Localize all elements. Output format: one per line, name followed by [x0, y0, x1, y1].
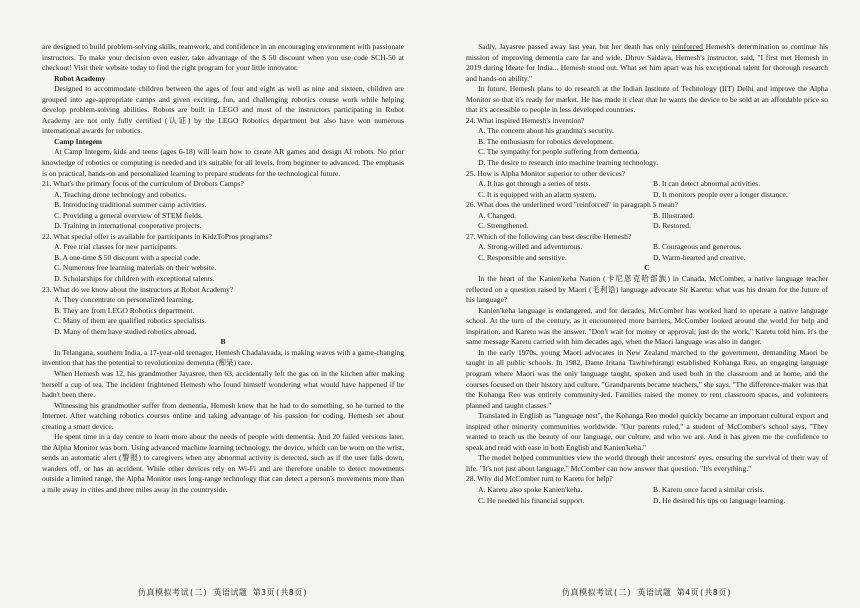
right-column — [466, 42, 828, 506]
option-26a: A. Changed. — [478, 210, 517, 220]
option-27a: A. Strong-willed and adventurous. — [478, 242, 583, 252]
option-21d: D. Training in international cooperative projects. — [54, 221, 202, 231]
options-25-row-2 — [478, 190, 828, 201]
question-25: 25. How is Alpha Monitor superior to other devices? — [466, 168, 626, 178]
option-24b: B. The enthusiasm for robotics development. — [478, 136, 614, 146]
question-28: 28. Why did McComber turn to Karetu for help? — [466, 474, 613, 484]
paragraph-5-start: Sadly, Jayasree passed away last year, but her death has only — [478, 42, 672, 51]
option-27d: D. Warm-hearted and creative. — [653, 252, 746, 262]
paragraph-robot-academy: Designed to accommodate children between the ages of four and eight as well as nine and sixteen, children are grouped into age-appropriate camps and given exciting, fun, and challenging robotics course work while helping develop problem-solving abilities. Robots are built in LEGO and most of the instructors participating in Robot Academy are not only fully certified (认证) by the LEGO Robotics department but also have won numerous international awards for robotics. — [42, 84, 404, 136]
question-24: 24. What inspired Hemesh's invention? — [466, 115, 585, 125]
option-25b: B. It can detect abnormal activities. — [653, 179, 761, 189]
passage-b-paragraph-5 — [466, 42, 828, 84]
option-22a: A. Free trial classes for new participants. — [54, 242, 178, 252]
passage-a-ending: are designed to build problem-solving skills, teamwork, and confidence in an encouraging environment with passionate instructors. To make your decision even easier, take advantage of the $ 50 discount when you use code SCH-50 at checkout! Visit their website today to find the right program for your little innovator. — [42, 42, 404, 73]
option-27c: C. Responsible and sensitive. — [478, 252, 567, 262]
paragraph-camp-integem: At Camp Integem, kids and teens (ages 6-18) will learn how to create AR games and design AI robots. No prior knowledge of robotics or computing is needed and it's suitable for all levels, from beginner to advanced. The emphasis is on practical, hands-on and personalized learning to prepare students for the technological future. — [42, 147, 404, 178]
passage-b-paragraph-3: Witnessing his grandmother suffer from dementia, Hemesh knew that he had to do something, so he turned to the Internet. After watching robotics courses online and taking advantage of his passion for coding, Hemesh set about creating a smart device. — [42, 400, 404, 431]
options-27-row-1 — [478, 242, 828, 253]
option-26c: C. Strengthened. — [478, 221, 529, 231]
option-22b: B. A one-time $ 50 discount with a special code. — [54, 252, 201, 262]
option-22c: C. Numerous free learning materials on their website. — [54, 263, 217, 273]
option-23c: C. Many of them are qualified robotics specialists. — [54, 316, 207, 326]
underlined-word-reinforced: reinforced — [671, 42, 703, 51]
left-column — [42, 42, 404, 496]
options-28-row-2 — [478, 496, 828, 507]
options-28-row-1 — [478, 485, 828, 496]
page-footer-left: 仿真模拟考试(二) 英语试题 第3页(共8页) — [137, 588, 309, 597]
passage-c-paragraph-1: In the heart of the Kanien'keha Nation (卡尼恩克哈部族) in Canada, McComber, a native language teacher reflected on a question raised by Maori (毛利语) language advocate Sir Karetu: what was his dream for the future of his language? — [466, 274, 828, 305]
option-27b: B. Courageous and generous. — [653, 242, 742, 252]
passage-c-paragraph-4: Translated in English as "language nest", the Kohanga Reo model quickly became an important cultural export and inspired other minority communities worldwide. "Our parents ruled," a student of McComber's school says, "They wanted to teach us the beauty of our language, our culture, and who we are. And it has given me the confidence to speak and read with ease in both English and Kanien'keha." — [466, 411, 828, 452]
option-23b: B. They are from LEGO Robotics department. — [54, 305, 195, 315]
paragraph-5-rest: Hemesh's determination to continue his mission of improving dementia care far and wide. Dhruv Saidava, Hemesh's instructor, said, "I first met Hemesh in 2019 during Ideate for India... Hemesh stood out. What set him apart was his exceptional talent for thorough research and hands-on ability." — [466, 42, 828, 83]
option-26d: D. Restored. — [653, 221, 691, 231]
options-26-row-1 — [478, 211, 828, 222]
option-23d: D. Many of them have studied robotics abroad. — [54, 326, 197, 336]
question-27: 27. Which of the following can best describe Hemesh? — [466, 231, 632, 241]
option-21b: B. Introducing traditional summer camp activities. — [54, 200, 207, 210]
question-23: 23. What do we know about the instructors at Robot Academy? — [42, 284, 234, 294]
passage-c-paragraph-2: Kanien'keha language is endangered, and for decades, McComber has worked hard to operate a native language school. At the turn of the century, as it encountered more barriers, McComber looked around the world for help and inspiration, and Karetu was the answer. "Don't wait for money or approval; just do the work," Karetu told him. It's the same message Karetu carried with him decades ago, when the Maori language was also in danger. — [466, 305, 828, 347]
option-24a: A. The concern about his grandma's security. — [478, 126, 614, 136]
passage-b-paragraph-2: When Hemesh was 12, his grandmother Jayasree, then 63, accidentally left the gas on in the kitchen after making herself a cup of tea. The incident frightened Hemesh who found himself wondering what would have happened if he hadn't been there. — [42, 368, 404, 400]
options-25-row-1 — [478, 179, 828, 190]
option-25d: D. It monitors people over a longer distance. — [653, 189, 788, 199]
passage-b-paragraph-4: He spent time in a day centre to learn more about the needs of people with dementia. And 20 failed versions later, the Alpha Monitor was born. Using advanced machine learning technology, the device, which can be worn on the wrist, sends an automatic alert (警报) to caregivers when any abnormal activity is detected, such as if the user falls down, wanders off, or has an accident. While other devices rely on Wi-Fi and are therefore unable to detect movements outside a limited range, the Alpha Monitor uses long-range technology that can detect a person's movements more than a mile away in cities and three miles away in the countryside. — [42, 432, 404, 494]
passage-b-paragraph-6: In future, Hemesh plans to do research at the Indian Institute of Technology (IIT) Delhi and improve the Alpha Monitor so that it's ready for market. He has made it clear that he wants the device to be sold at an affordable price so that it's accessible to people in less developed countries. — [466, 84, 828, 115]
options-26-row-2 — [478, 221, 828, 232]
option-22d: D. Scholarships for children with exceptional talents. — [54, 274, 215, 284]
option-23a: A. They concentrate on personalized learning. — [54, 295, 194, 305]
option-28c: C. He needed his financial support. — [478, 495, 585, 505]
question-22: 22. What special offer is available for participants in KidzToPros programs? — [42, 231, 272, 241]
option-24d: D. The desire to research into machine learning technology. — [478, 158, 659, 168]
option-28b: B. Karetu once faced a similar crisis. — [653, 484, 765, 494]
heading-robot-academy: Robot Academy — [54, 73, 106, 83]
option-21a: A. Teaching drone technology and robotics. — [54, 189, 187, 199]
option-24c: C. The sympathy for people suffering from dementia. — [478, 147, 640, 157]
passage-b-paragraph-1: In Telangana, southern India, a 17-year-old teenager, Hemesh Chadalavada, is making waves with a game-changing invention that has the potential to revolutionize dementia (痴呆) care. — [42, 347, 404, 368]
option-25c: C. It is equipped with an alarm system. — [478, 189, 597, 199]
option-25a: A. It has got through a series of tests. — [478, 179, 591, 189]
heading-camp-integem: Camp Integem — [54, 136, 103, 146]
option-21c: C. Providing a general overview of STEM fields. — [54, 210, 203, 220]
section-c-heading: C — [644, 263, 650, 273]
question-26: 26. What does the underlined word "reinforced" in paragraph 5 mean? — [466, 200, 679, 210]
options-27-row-2 — [478, 253, 828, 264]
option-28d: D. He desired his tips on language learning. — [653, 495, 786, 505]
passage-c-paragraph-3: In the early 1970s, young Maori advocates in New Zealand marched to the government, demanding Maori be taught in all public schools. In 1982, Dame Iritana Tawhiwhirangi established Kohanga Reo, an engaging language program where Maori was the only language taught, spoken and used both in the classroom and at home, and the courses focused on their history and culture. "Grandparents became teachers," she says. "The difference-maker was that the Kohanga Reo was entirely community-led. Families raised the money to rent classroom spaces, and volunteers planned and taught classes." — [466, 347, 828, 410]
option-26b: B. Illustrated. — [653, 210, 695, 220]
option-28a: A. Karetu also spoke Kanien'keha. — [478, 484, 583, 494]
passage-c-paragraph-5: The model helped communities view the world through their ancestors' eyes, ensuring the survival of their way of life. "It's not just about language," McComber can now answer that question. "It's everything." — [466, 453, 828, 473]
section-b-heading: B — [220, 337, 226, 347]
page-footer-right: 仿真模拟考试(二) 英语试题 第4页(共8页) — [561, 588, 733, 597]
question-21: 21. What's the primary focus of the curriculum of Drobots Camps? — [42, 179, 244, 189]
